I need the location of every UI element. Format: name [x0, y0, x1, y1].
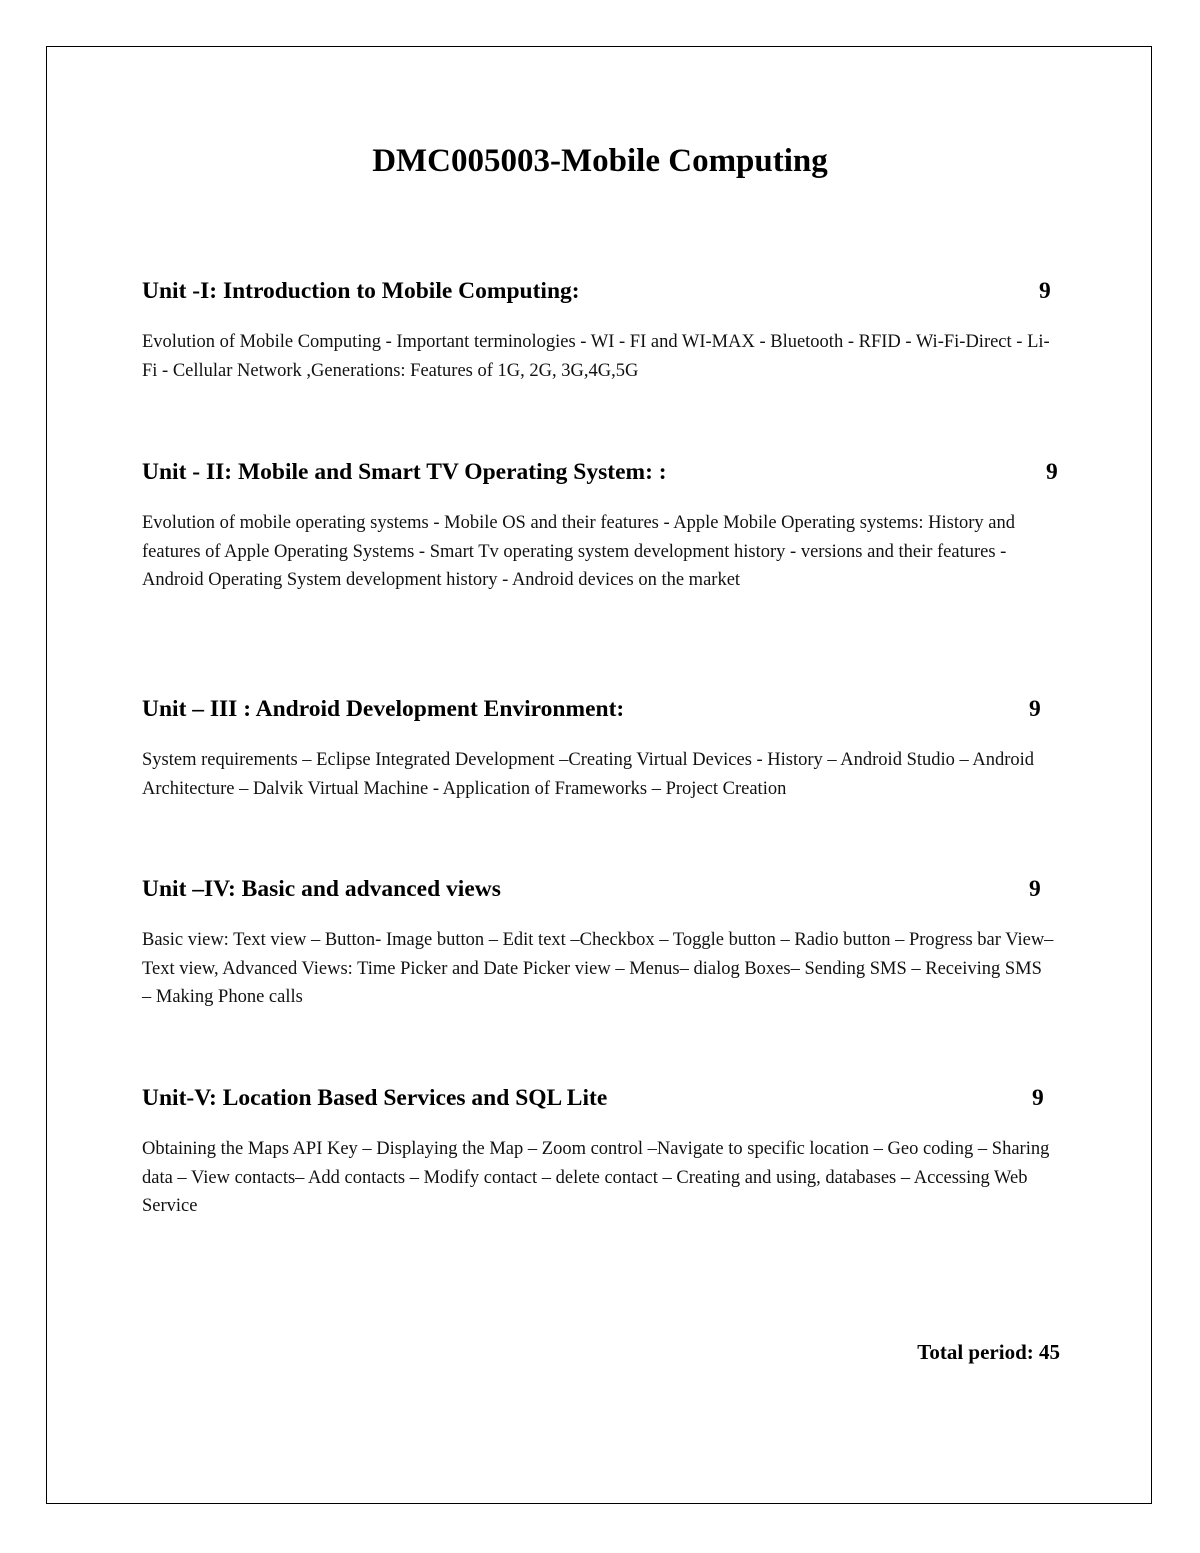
unit-2-hours: 9 [1046, 459, 1058, 485]
unit-5-section [142, 1085, 1062, 1221]
unit-2-heading: Unit - II: Mobile and Smart TV Operating System: : [142, 459, 667, 485]
unit-1-hours: 9 [1039, 278, 1051, 304]
unit-5-content: Obtaining the Maps API Key – Displaying the Map – Zoom control –Navigate to specific location – Geo coding – Sharing data – View contacts– Add contacts – Modify contact – delete contact – Creating and using, databases – Accessing Web Service [142, 1139, 1050, 1216]
unit-1-heading: Unit -I: Introduction to Mobile Computing: [142, 278, 580, 304]
unit-3-header [142, 696, 1062, 730]
unit-1-section [142, 278, 1062, 385]
unit-1-content: Evolution of Mobile Computing - Important terminologies - WI - FI and WI-MAX - Bluetooth - RFID - Wi-Fi-Direct - Li-Fi - Cellular Network ,Generations: Features of 1G, 2G, 3G,4G,5G [142, 332, 1050, 381]
unit-4-content: Basic view: Text view – Button- Image button – Edit text –Checkbox – Toggle button – Radio button – Progress bar View–Text view, Advanced Views: Time Picker and Date Picker view – Menus– dialog Boxes– Sending SMS – Receiving SMS – Making Phone calls [142, 930, 1054, 1007]
unit-3-content: System requirements – Eclipse Integrated Development –Creating Virtual Devices - History – Android Studio – Android Architecture – Dalvik Virtual Machine - Application of Frameworks – Project Creation [142, 750, 1035, 799]
total-period: Total period: 45 [917, 1340, 1060, 1364]
unit-2-header [142, 459, 1062, 493]
unit-4-heading: Unit –IV: Basic and advanced views [142, 876, 501, 902]
unit-4-hours: 9 [1029, 876, 1041, 902]
unit-3-hours: 9 [1029, 696, 1041, 722]
page-title: DMC005003-Mobile Computing [372, 143, 828, 179]
unit-5-header [142, 1085, 1062, 1119]
unit-4-header [142, 876, 1062, 910]
unit-2-content: Evolution of mobile operating systems - Mobile OS and their features - Apple Mobile Operating systems: History and features of Apple Operating Systems - Smart Tv operating system development history - versions and their features - Android Operating System development history - Android devices on the market [142, 513, 1015, 590]
unit-3-section [142, 696, 1062, 803]
unit-1-header [142, 278, 1062, 312]
unit-2-section [142, 459, 1062, 595]
unit-3-heading: Unit – III : Android Development Environment: [142, 696, 625, 722]
unit-5-hours: 9 [1032, 1085, 1044, 1111]
unit-5-heading: Unit-V: Location Based Services and SQL Lite [142, 1085, 608, 1111]
unit-4-section [142, 876, 1062, 1012]
